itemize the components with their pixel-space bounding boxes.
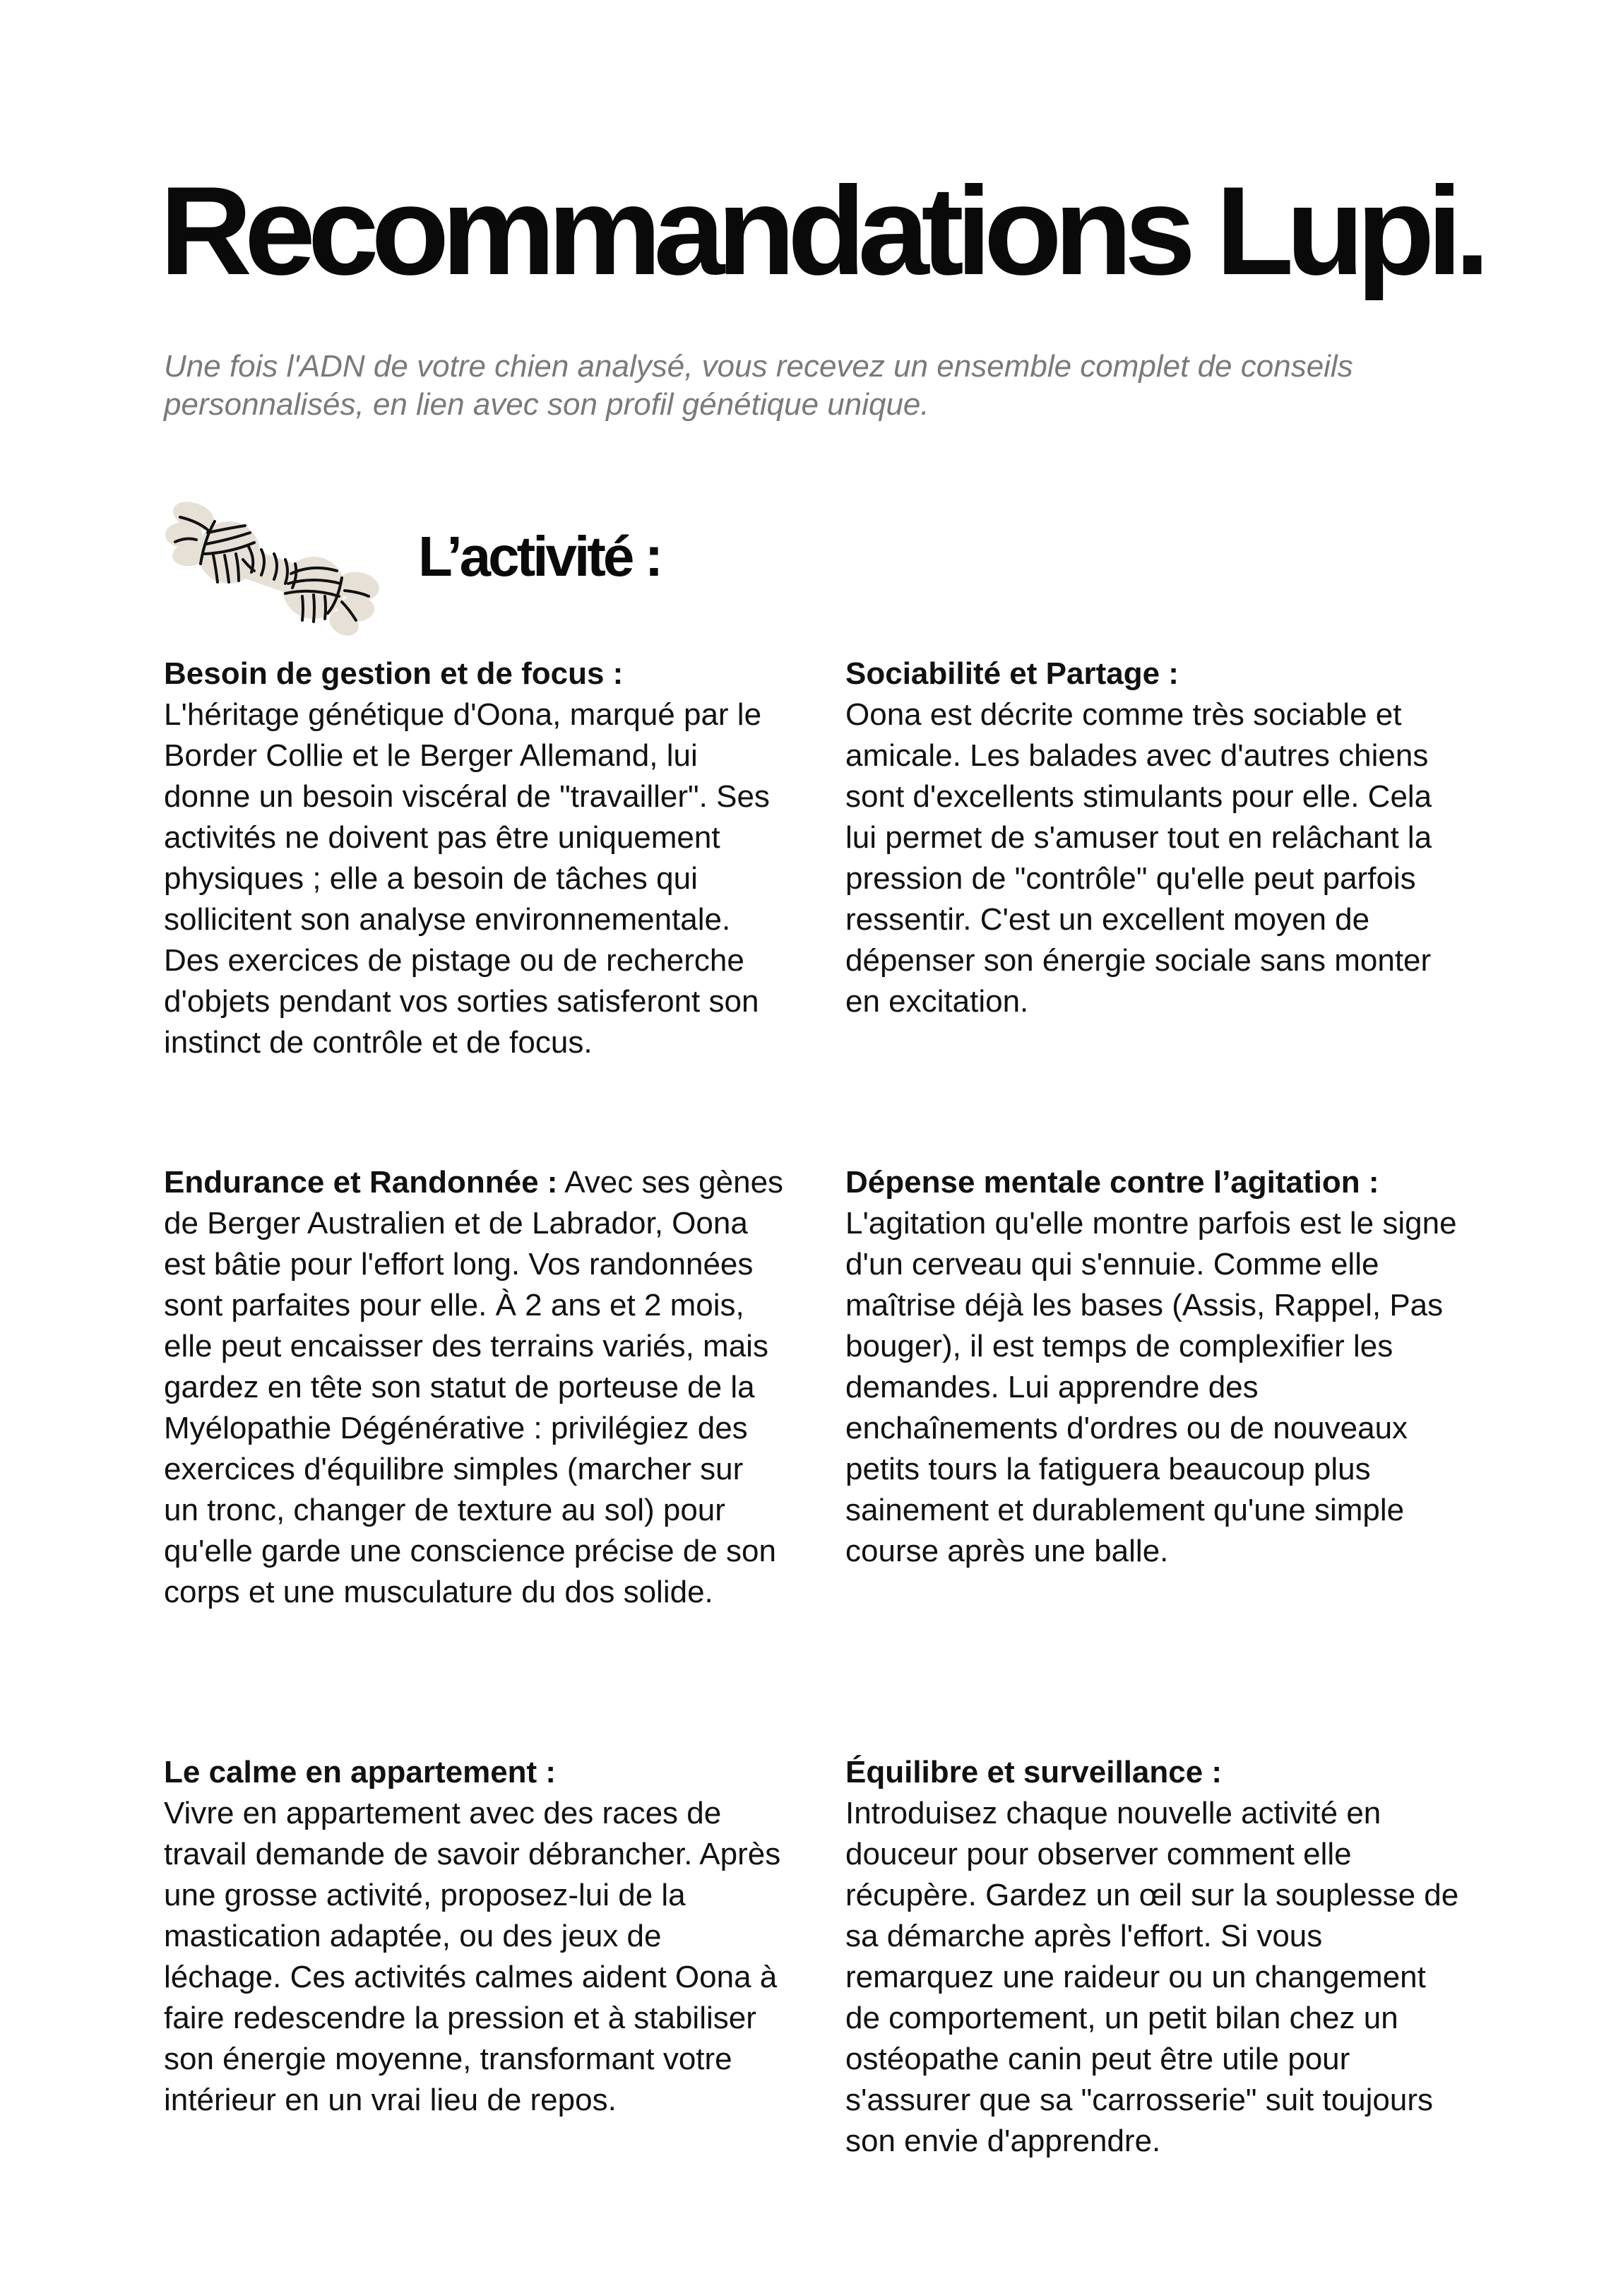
- recommendation-card: [164, 1752, 785, 2121]
- recommendation-card: [845, 653, 1467, 1022]
- recommendation-card: [164, 1162, 785, 1613]
- card-body: Vivre en appartement avec des races de travail demande de savoir débrancher. Après une grosse activité, proposez-lui de la mastication adaptée, ou des jeux de léchage. Ces activités calmes aident Oona à faire redescendre la pression et à stabiliser son énergie moyenne, transformant votre intérieur en un vrai lieu de repos.: [164, 1796, 781, 2117]
- page-subtitle: Une fois l'ADN de votre chien analysé, vous recevez un ensemble complet de conseils personnalisés, en lien avec son profil génétique unique.: [164, 349, 1353, 422]
- card-body: Avec ses gènes de Berger Australien et de Labrador, Oona est bâtie pour l'effort long. Vos randonnées sont parfaites pour elle. À 2 ans et 2 mois, elle peut encaisser des terrains variés, mais gardez en tête son statut de porteuse de la Myélopathie Dégénérative : privilégiez des exercices d'équilibre simples (marcher sur un tronc, changer de texture au sol) pour qu'elle garde une conscience précise de son corps et une musculature du dos solide.: [164, 1165, 784, 1609]
- card-body: Introduisez chaque nouvelle activité en douceur pour observer comment elle récupère. Gardez un œil sur la souplesse de sa démarche après l'effort. Si vous remarquez une raideur ou un changement de comportement, un petit bilan chez un ostéopathe canin peut être utile pour s'assurer que sa "carrosserie" suit toujours son envie d'apprendre.: [845, 1796, 1459, 2158]
- card-title: Dépense mentale contre l’agitation :: [845, 1165, 1379, 1200]
- card-title: Besoin de gestion et de focus :: [164, 656, 624, 691]
- recommendation-card: [164, 653, 785, 1063]
- rope-bone-toy-icon: [164, 496, 390, 644]
- card-title: Équilibre et surveillance :: [845, 1755, 1223, 1789]
- card-body: Oona est décrite comme très sociable et amicale. Les balades avec d'autres chiens sont d'excellents stimulants pour elle. Cela lui permet de s'amuser tout en relâchant la pression de "contrôle" qu'elle peut parfois ressentir. C'est un excellent moyen de dépenser son énergie sociale sans monter en excitation.: [845, 697, 1432, 1019]
- card-body: L'héritage génétique d'Oona, marqué par le Border Collie et le Berger Allemand, lui donne un besoin viscéral de "travailler". Ses activités ne doivent pas être uniquement physiques ; elle a besoin de tâches qui sollicitent son analyse environnementale. Des exercices de pistage ou de recherche d'objets pendant vos sorties satisferont son instinct de contrôle et de focus.: [164, 697, 770, 1060]
- recommendation-card: [845, 1162, 1467, 1572]
- page-title: Recommandations Lupi.: [160, 160, 1482, 301]
- card-title: Le calme en appartement :: [164, 1755, 557, 1789]
- card-title: Endurance et Randonnée :: [164, 1165, 558, 1200]
- card-body: L'agitation qu'elle montre parfois est le signe d'un cerveau qui s'ennuie. Comme elle maîtrise déjà les bases (Assis, Rappel, Pas bouger), il est temps de complexifier les demandes. Lui apprendre des enchaînements d'ordres ou de nouveaux petits tours la fatiguera beaucoup plus sainement et durablement qu'une simple course après une balle.: [845, 1206, 1457, 1568]
- card-title: Sociabilité et Partage :: [845, 656, 1179, 691]
- recommendation-card: [845, 1752, 1467, 2162]
- section-heading: L’activité :: [418, 525, 661, 588]
